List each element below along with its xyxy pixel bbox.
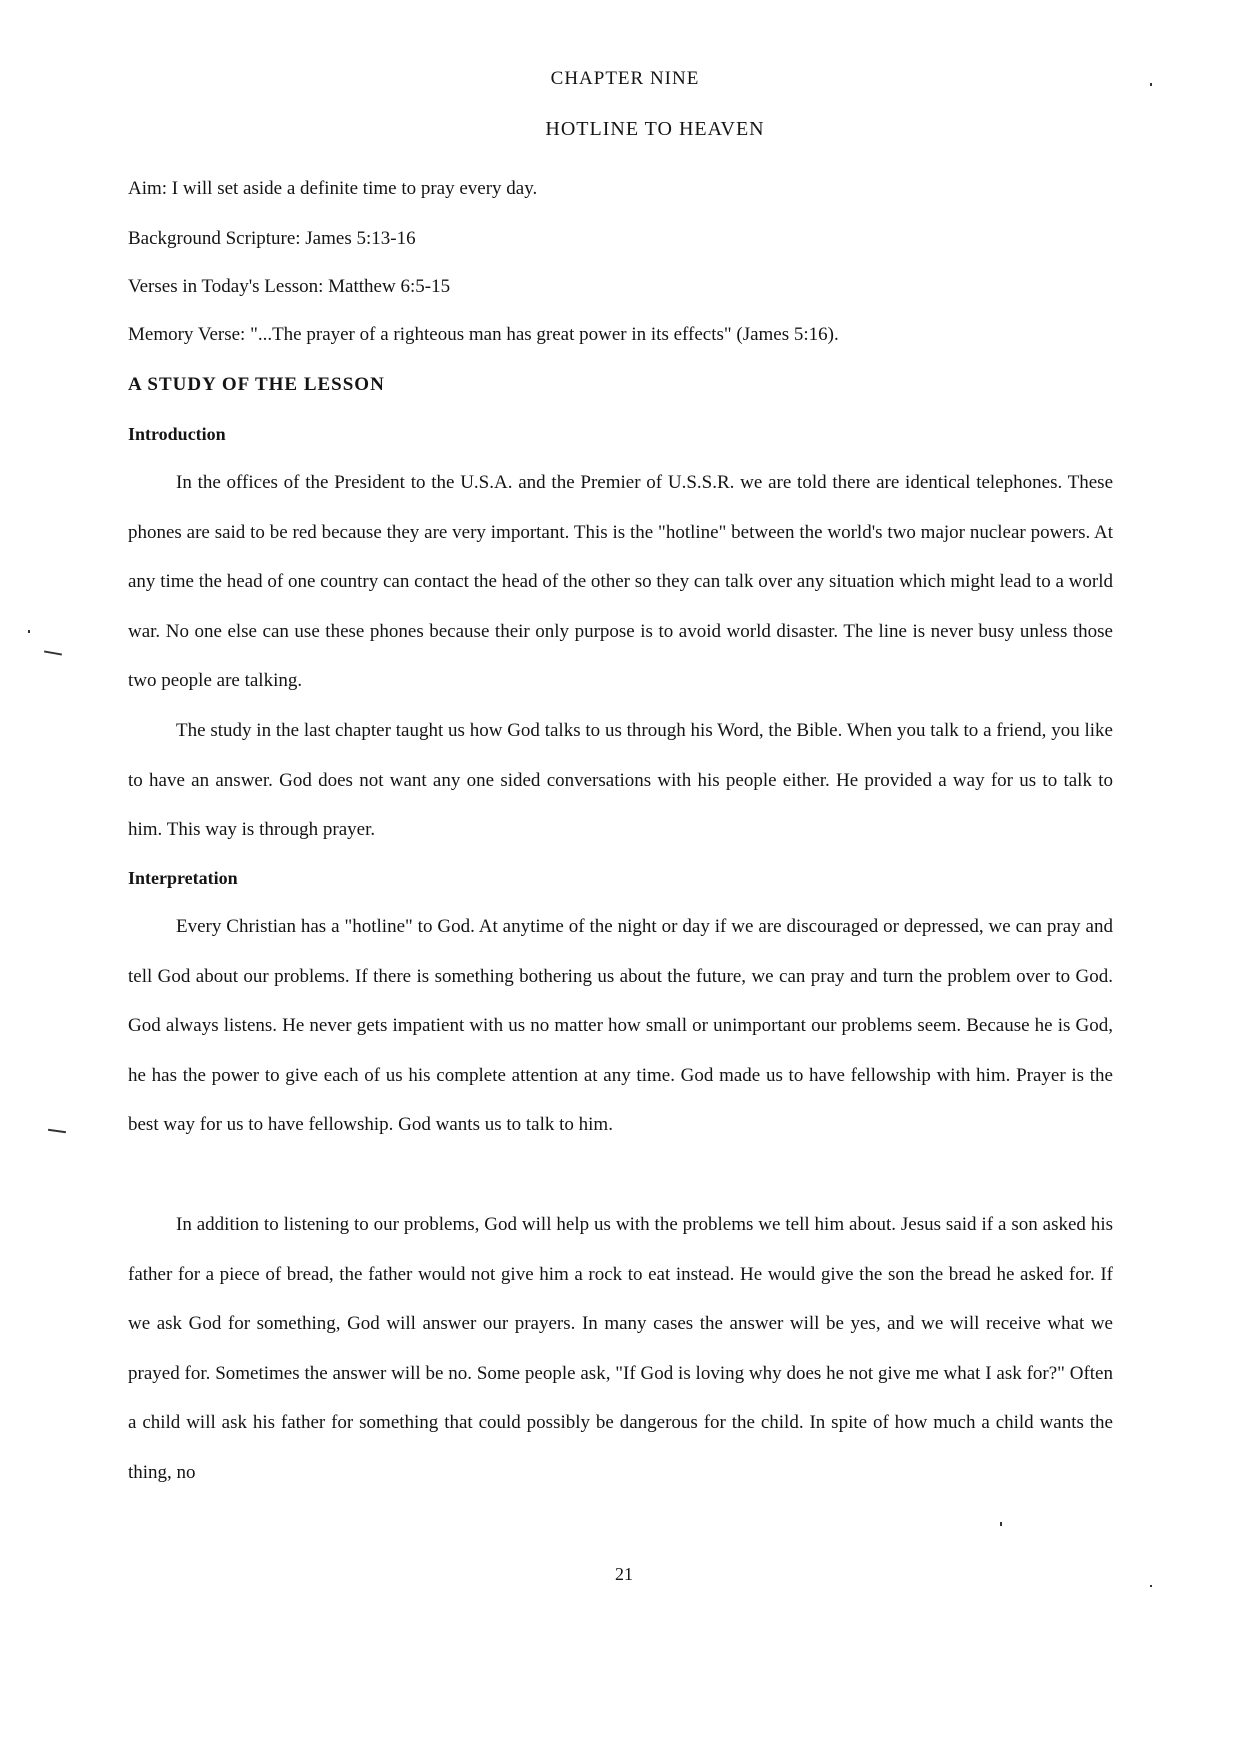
scan-speck — [1150, 83, 1152, 86]
introduction-paragraph-2: The study in the last chapter taught us how God talks to us through his Word, the Bible. When you talk to a friend, you like to have an answer. God does not want any one sided conversations with his people either. He provided a way for us to talk to him. This way is through prayer. — [128, 720, 1113, 840]
page-number: 21 — [615, 1564, 633, 1584]
background-scripture-line: Background Scripture: James 5:13-16 — [128, 228, 416, 249]
chapter-label: CHAPTER NINE — [550, 68, 700, 89]
memory-verse-line: Memory Verse: "...The prayer of a righteous man has great power in its effects" (James 5:16). — [128, 324, 839, 345]
introduction-paragraph-1: In the offices of the President to the U.S.A. and the Premier of U.S.S.R. we are told there are identical telephones. These phones are said to be red because they are very important. This is the "hotline" between the world's two major nuclear powers. At any time the head of one country can contact the head of the other so they can talk over any situation which might lead to a world war. No one else can use these phones because their only purpose is to avoid world disaster. The line is never busy unless those two people are talking. — [128, 472, 1113, 691]
chapter-title: HOTLINE TO HEAVEN — [545, 118, 765, 140]
scan-mark — [44, 650, 62, 655]
section-heading: A STUDY OF THE LESSON — [128, 374, 385, 395]
interpretation-paragraph-1: Every Christian has a "hotline" to God. At anytime of the night or day if we are discouraged or depressed, we can pray and tell God about our problems. If there is something bothering us about the future, we can pray and turn the problem over to God. God always listens. He never gets impatient with us no matter how small or unimportant our problems seem. Because he is God, he has the power to give each of us his complete attention at any time. God made us to have fellowship with him. Prayer is the best way for us to have fellowship. God wants us to talk to him. — [128, 916, 1113, 1135]
scan-speck — [28, 630, 30, 633]
scan-speck — [1150, 1585, 1152, 1587]
scan-mark — [48, 1129, 66, 1133]
aim-line: Aim: I will set aside a definite time to pray every day. — [128, 178, 538, 199]
scan-speck — [1000, 1522, 1002, 1526]
introduction-heading: Introduction — [128, 424, 226, 444]
interpretation-heading: Interpretation — [128, 868, 238, 888]
verses-line: Verses in Today's Lesson: Matthew 6:5-15 — [128, 276, 451, 297]
interpretation-paragraph-2: In addition to listening to our problems, God will help us with the problems we tell him about. Jesus said if a son asked his father for a piece of bread, the father would not give him a rock to eat instead. He would give the son the bread he asked for. If we ask God for something, God will answer our prayers. In many cases the answer will be yes, and we will receive what we prayed for. Sometimes the answer will be no. Some people ask, "If God is loving why does he not give me what I ask for?" Often a child will ask his father for something that could possibly be dangerous for the child. In spite of how much a child wants the thing, no — [128, 1214, 1113, 1483]
